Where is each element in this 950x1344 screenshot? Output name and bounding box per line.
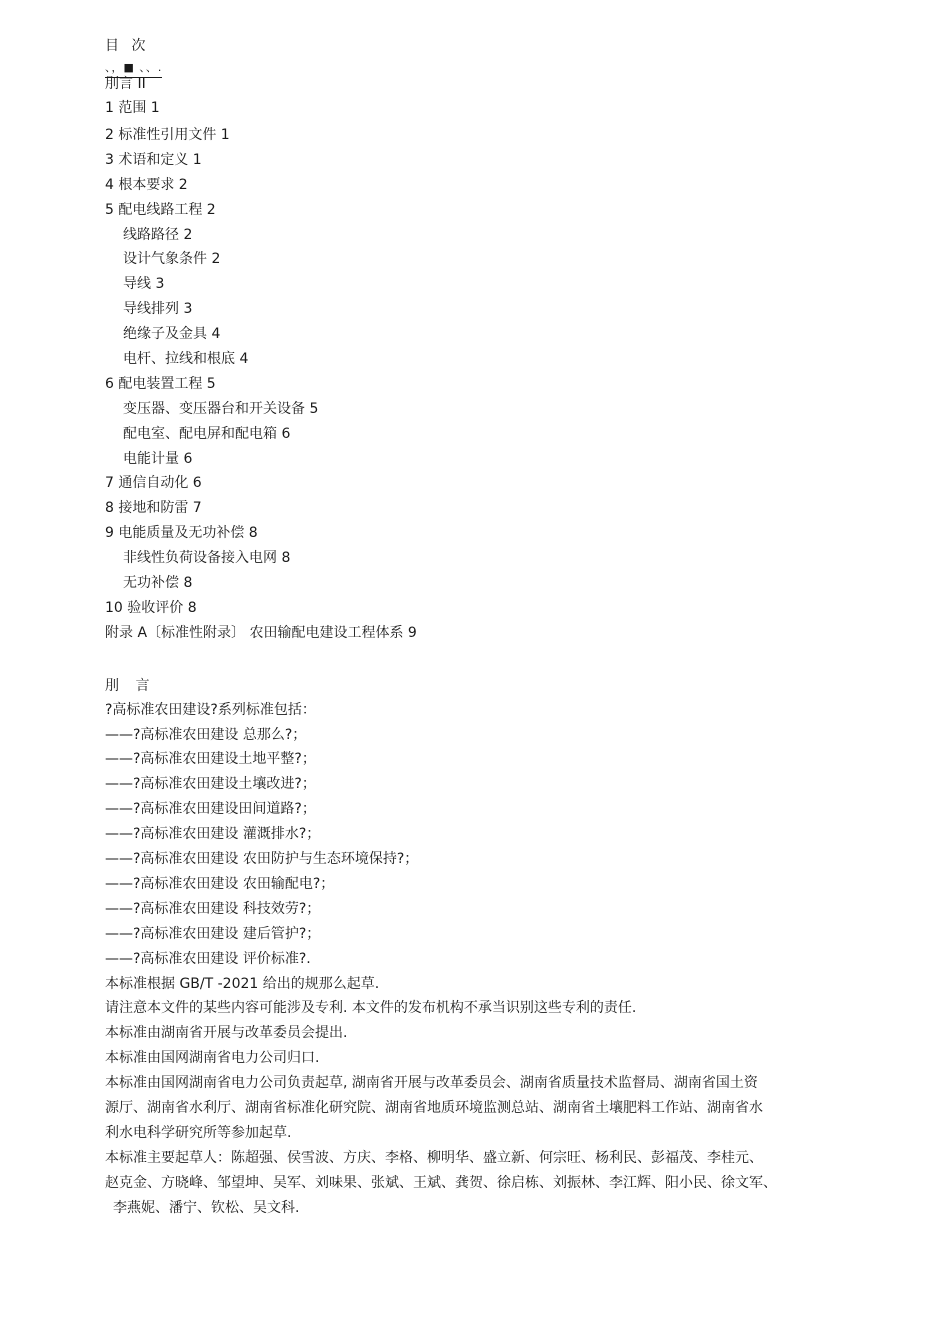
preface-line: ——?高标准农田建设土壤改进?； — [105, 776, 316, 793]
toc-entry[interactable]: 线路路径 2 — [123, 226, 193, 243]
toc-entry[interactable]: 无功补偿 8 — [123, 575, 193, 592]
preface-line: 利水电科学研究所等参加起草. — [105, 1124, 292, 1141]
preface-line: 本标准根据 GB/T -2021 给出的规那么起草. — [105, 975, 380, 992]
preface-line: ——?高标准农田建设 灌溉排水?； — [105, 826, 321, 843]
section-spacer — [105, 646, 885, 674]
toc-entry[interactable]: 附录 A〔标准性附录〕 农田输配电建设工程体系 9 — [105, 624, 417, 641]
toc-entry[interactable]: 绝缘子及金具 4 — [123, 326, 221, 343]
preface-line: 本标准由国网湖南省电力公司归口. — [105, 1050, 320, 1067]
toc-entry[interactable]: 2 标准性引用文件 1 — [105, 127, 230, 143]
toc-entry[interactable]: 4 根本要求 2 — [105, 176, 188, 193]
toc-entry[interactable]: 5 配电线路工程 2 — [105, 201, 216, 218]
preface-line: ——?高标准农田建设 农田防护与生态环境保持?； — [105, 851, 419, 868]
preface-line: 源厅、湖南省水利厅、湖南省标准化研究院、湖南省地质环境监测总站、湖南省土壤肥料工作站、湖南省水 — [105, 1099, 763, 1116]
toc-entry[interactable]: 导线 3 — [123, 276, 165, 293]
toc-entry[interactable]: 变压器、变压器台和开关设备 5 — [123, 400, 319, 417]
toc-entry[interactable]: 电杆、拉线和根底 4 — [123, 351, 249, 368]
toc-entry[interactable]: 6 配电装置工程 5 — [105, 375, 216, 392]
toc-entry[interactable]: 10 验收评价 8 — [105, 599, 197, 616]
preface-line: ——?高标准农田建设 评价标准?. — [105, 950, 311, 967]
toc-entry[interactable]: 电能计量 6 — [123, 450, 193, 467]
preface-line: 本标准由国网湖南省电力公司负责起草, 湖南省开展与改革委员会、湖南省质量技术监督局、湖南省国土资 — [105, 1075, 758, 1092]
preface-line: ——?高标准农田建设 总那么?； — [105, 726, 307, 743]
preface-body — [105, 698, 885, 1221]
toc-entry[interactable]: 7 通信自动化 6 — [105, 475, 202, 492]
toc-glyphs: 、，■ 、、. — [105, 61, 162, 78]
toc-entry[interactable]: 刖言 II — [105, 76, 146, 92]
preface-line: ——?高标准农田建设田间道路?； — [105, 801, 316, 818]
preface-line: 请注意本文件的某些内容可能涉及专利. 本文件的发布机构不承当识别这些专利的责任. — [105, 1000, 637, 1017]
toc-entry[interactable]: 8 接地和防雷 7 — [105, 500, 202, 517]
preface-line: ——?高标准农田建设 农田输配电?； — [105, 875, 335, 892]
toc-entry[interactable]: 9 电能质量及无功补偿 8 — [105, 525, 258, 542]
toc-entry[interactable]: 1 范围 1 — [105, 100, 160, 116]
preface-line: ——?高标准农田建设 科技效劳?； — [105, 900, 321, 917]
toc-entry[interactable]: 导线排列 3 — [123, 301, 193, 318]
preface-line: ?高标准农田建设?系列标准包括： — [105, 701, 316, 718]
toc-entry[interactable]: 配电室、配电屏和配电箱 6 — [123, 425, 291, 442]
preface-line: 李燕妮、潘宁、钦松、吴文科. — [113, 1199, 300, 1216]
toc-glyph-row — [105, 56, 885, 74]
toc-entry[interactable]: 3 术语和定义 1 — [105, 151, 202, 168]
toc-entry[interactable]: 设计气象条件 2 — [123, 251, 221, 268]
preface-line: ——?高标准农田建设土地平整?； — [105, 751, 316, 768]
toc-entry[interactable]: 非线性负荷设备接入电网 8 — [123, 550, 291, 567]
preface-title: 刖 言 — [105, 677, 156, 694]
preface-line: 本标准由湖南省开展与改革委员会提出. — [105, 1025, 348, 1042]
preface-line: ——?高标准农田建设 建后管护?； — [105, 925, 321, 942]
toc-title: 目 次 — [105, 38, 150, 54]
document-page — [105, 36, 885, 1220]
preface-line: 本标准主要起草人：陈超强、侯雪波、方庆、李格、柳明华、盛立新、何宗旺、杨利民、彭福茂、李桂元、 — [105, 1149, 763, 1166]
toc-list — [105, 74, 885, 646]
preface-line: 赵克金、方晓峰、邹望坤、吴军、刘味果、张斌、王斌、龚贺、徐启栋、刘振林、李江辉、阳小民、徐文军、 — [105, 1174, 777, 1191]
